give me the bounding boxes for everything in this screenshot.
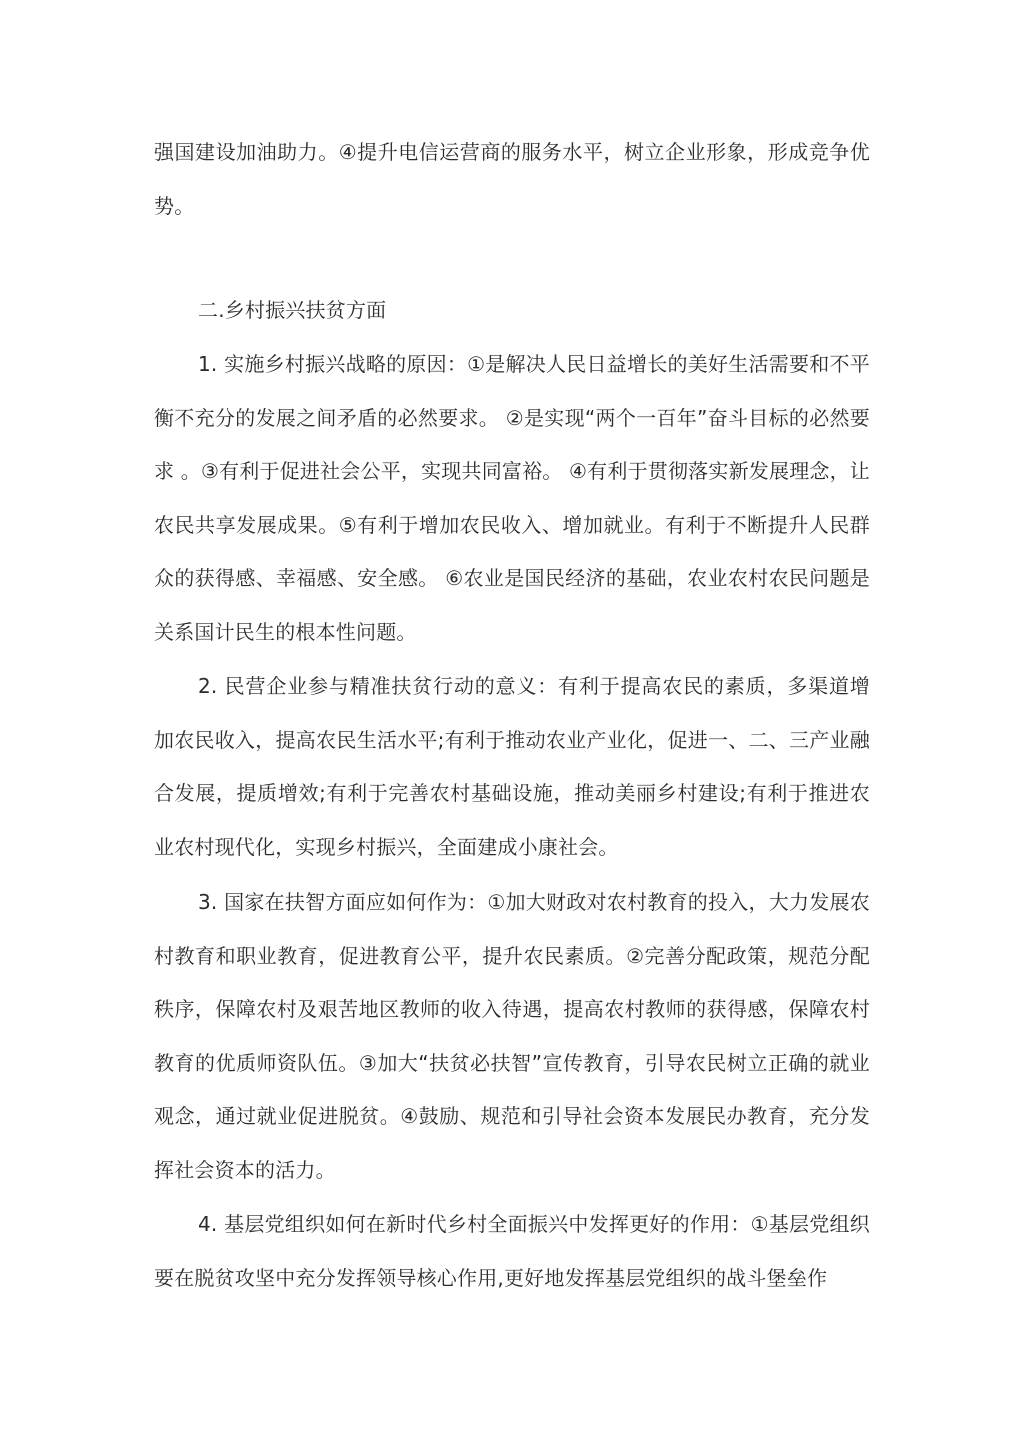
section-heading: 二.乡村振兴扶贫方面 xyxy=(198,298,387,322)
paragraph-2: 2. 民营企业参与精准扶贫行动的意义：有利于提高农民的素质，多渠道增加农民收入，提高农民生活水平;有利于推动农业产业化，促进一、二、三产业融合发展，提质增效;有利于完善农村基础设施，推动美丽乡村建设;有利于推进农业农村现代化，实现乡村振兴，全面建成小康社会。 xyxy=(154,674,870,859)
paragraph-3: 3. 国家在扶智方面应如何作为：①加大财政对农村教育的投入，大力发展农村教育和职业教育，促进教育公平，提升农民素质。②完善分配政策，规范分配秩序，保障农村及艰苦地区教师的收入待遇，提高农村教师的获得感，保障农村教育的优质师资队伍。③加大“扶贫必扶智”宣传教育，引导农民树立正确的就业观念，通过就业促进脱贫。④鼓励、规范和引导社会资本发展民办教育，充分发挥社会资本的活力。 xyxy=(154,890,870,1182)
paragraph-1: 1. 实施乡村振兴战略的原因：①是解决人民日益增长的美好生活需要和不平衡不充分的发展之间矛盾的必然要求。 ②是实现“两个一百年”奋斗目标的必然要求 。③有利于促进社会公平，实现共同富裕。 ④有利于贯彻落实新发展理念，让农民共享发展成果。⑤有利于增加农民收入、增加就业。有利于不断提升人民群众的获得感、幸福感、安全感。 ⑥农业是国民经济的基础，农业农村农民问题是关系国计民生的根本性问题。 xyxy=(154,352,870,644)
paragraph-4: 4. 基层党组织如何在新时代乡村全面振兴中发挥更好的作用：①基层党组织要在脱贫攻坚中充分发挥领导核心作用,更好地发挥基层党组织的战斗堡垒作 xyxy=(154,1212,870,1290)
continuation-paragraph: 强国建设加油助力。④提升电信运营商的服务水平，树立企业形象，形成竞争优势。 xyxy=(154,140,870,218)
